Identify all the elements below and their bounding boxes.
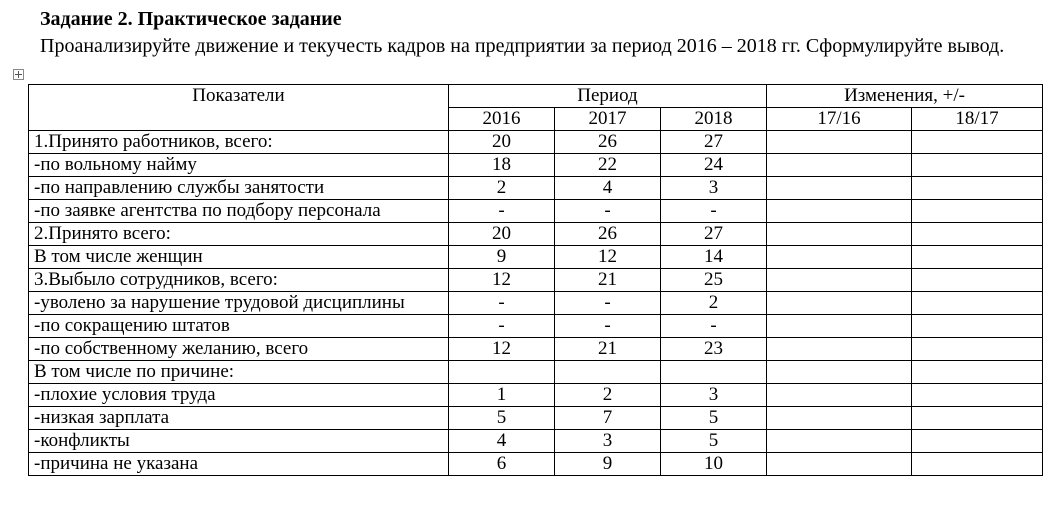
table-row	[29, 407, 1043, 430]
cell-value: 21	[555, 269, 661, 292]
table-row	[29, 430, 1043, 453]
row-label: -низкая зарплата	[29, 407, 449, 430]
table-row	[29, 246, 1043, 269]
cell-value: 2	[661, 292, 767, 315]
cell-value: 27	[661, 223, 767, 246]
cell-value: 5	[661, 430, 767, 453]
cell-value: 4	[555, 177, 661, 200]
cell-change[interactable]	[767, 453, 912, 476]
cell-value: -	[555, 315, 661, 338]
task-instruction: Проанализируйте движение и текучесть кадров на предприятии за период 2016 – 2018 гг. Сформулируйте вывод.	[40, 35, 1005, 57]
row-label: -по направлению службы занятости	[29, 177, 449, 200]
row-label: -по собственному желанию, всего	[29, 338, 449, 361]
cell-value: -	[661, 200, 767, 223]
cell-value: 5	[449, 407, 555, 430]
cell-change[interactable]	[767, 223, 912, 246]
cell-value: -	[449, 315, 555, 338]
table-row	[29, 453, 1043, 476]
header-year: 2017	[555, 108, 661, 131]
row-label: -по заявке агентства по подбору персонала	[29, 200, 449, 223]
table-header-row	[29, 85, 1043, 108]
cell-change[interactable]	[767, 361, 912, 384]
cell-value: 27	[661, 131, 767, 154]
cell-value: 23	[661, 338, 767, 361]
cell-value: 12	[449, 269, 555, 292]
table-row	[29, 131, 1043, 154]
header-year: 2016	[449, 108, 555, 131]
cell-value: 21	[555, 338, 661, 361]
cell-change[interactable]	[912, 430, 1043, 453]
table-row	[29, 223, 1043, 246]
table-row	[29, 338, 1043, 361]
cell-value	[449, 361, 555, 384]
row-label: 2.Принято всего:	[29, 223, 449, 246]
cell-value: 25	[661, 269, 767, 292]
header-change-col: 17/16	[767, 108, 912, 131]
cell-change[interactable]	[912, 407, 1043, 430]
cell-change[interactable]	[912, 154, 1043, 177]
cell-change[interactable]	[767, 384, 912, 407]
cell-value: 5	[661, 407, 767, 430]
cell-change[interactable]	[912, 361, 1043, 384]
table-row	[29, 177, 1043, 200]
table-row	[29, 361, 1043, 384]
cell-change[interactable]	[767, 315, 912, 338]
staff-movement-table	[28, 84, 1043, 476]
cell-value: 2	[555, 384, 661, 407]
cell-value: -	[449, 200, 555, 223]
cell-value: 9	[555, 453, 661, 476]
cell-change[interactable]	[767, 154, 912, 177]
cell-value: 26	[555, 131, 661, 154]
cell-change[interactable]	[767, 430, 912, 453]
cell-value: 18	[449, 154, 555, 177]
cell-change[interactable]	[767, 200, 912, 223]
header-changes: Изменения, +/-	[767, 85, 1043, 108]
cell-change[interactable]	[912, 223, 1043, 246]
cell-value: 22	[555, 154, 661, 177]
row-label: В том числе по причине:	[29, 361, 449, 384]
cell-change[interactable]	[767, 292, 912, 315]
cell-value: 9	[449, 246, 555, 269]
table-row	[29, 200, 1043, 223]
cell-value: 4	[449, 430, 555, 453]
cell-change[interactable]	[912, 177, 1043, 200]
cell-value: -	[449, 292, 555, 315]
header-indicators: Показатели	[29, 85, 449, 131]
cell-value: 26	[555, 223, 661, 246]
cell-value	[555, 361, 661, 384]
row-label: -конфликты	[29, 430, 449, 453]
table-row	[29, 315, 1043, 338]
cell-change[interactable]	[767, 246, 912, 269]
cell-value: 20	[449, 131, 555, 154]
cell-value: 3	[661, 177, 767, 200]
cell-change[interactable]	[767, 131, 912, 154]
cell-value: 7	[555, 407, 661, 430]
header-period: Период	[449, 85, 767, 108]
cell-change[interactable]	[912, 315, 1043, 338]
cell-value: 12	[449, 338, 555, 361]
header-change-col: 18/17	[912, 108, 1043, 131]
table-row	[29, 269, 1043, 292]
cell-change[interactable]	[912, 246, 1043, 269]
cell-value: 6	[449, 453, 555, 476]
cell-change[interactable]	[767, 338, 912, 361]
row-label: -причина не указана	[29, 453, 449, 476]
row-label: -плохие условия труда	[29, 384, 449, 407]
cell-value: 10	[661, 453, 767, 476]
row-label: 1.Принято работников, всего:	[29, 131, 449, 154]
cell-change[interactable]	[912, 131, 1043, 154]
row-label: -по вольному найму	[29, 154, 449, 177]
task-title: Задание 2. Практическое задание	[40, 8, 342, 30]
cell-change[interactable]	[912, 292, 1043, 315]
cell-value: -	[555, 200, 661, 223]
cell-value: 1	[449, 384, 555, 407]
header-year: 2018	[661, 108, 767, 131]
cell-value: 3	[555, 430, 661, 453]
cell-change[interactable]	[912, 269, 1043, 292]
cell-change[interactable]	[912, 200, 1043, 223]
row-label: -по сокращению штатов	[29, 315, 449, 338]
row-label: 3.Выбыло сотрудников, всего:	[29, 269, 449, 292]
cell-change[interactable]	[767, 269, 912, 292]
cell-value: 12	[555, 246, 661, 269]
table-row	[29, 292, 1043, 315]
cell-value: 20	[449, 223, 555, 246]
row-label: В том числе женщин	[29, 246, 449, 269]
cell-change[interactable]	[767, 407, 912, 430]
cell-value	[661, 361, 767, 384]
cell-change[interactable]	[912, 453, 1043, 476]
row-label: -уволено за нарушение трудовой дисциплины	[29, 292, 449, 315]
cell-value: 24	[661, 154, 767, 177]
cell-value: -	[661, 315, 767, 338]
table-row	[29, 154, 1043, 177]
cell-value: 3	[661, 384, 767, 407]
cell-value: -	[555, 292, 661, 315]
cell-change[interactable]	[912, 384, 1043, 407]
cell-value: 2	[449, 177, 555, 200]
table-row	[29, 384, 1043, 407]
cell-change[interactable]	[767, 177, 912, 200]
table-move-handle-icon[interactable]	[13, 69, 24, 80]
cell-change[interactable]	[912, 338, 1043, 361]
cell-value: 14	[661, 246, 767, 269]
